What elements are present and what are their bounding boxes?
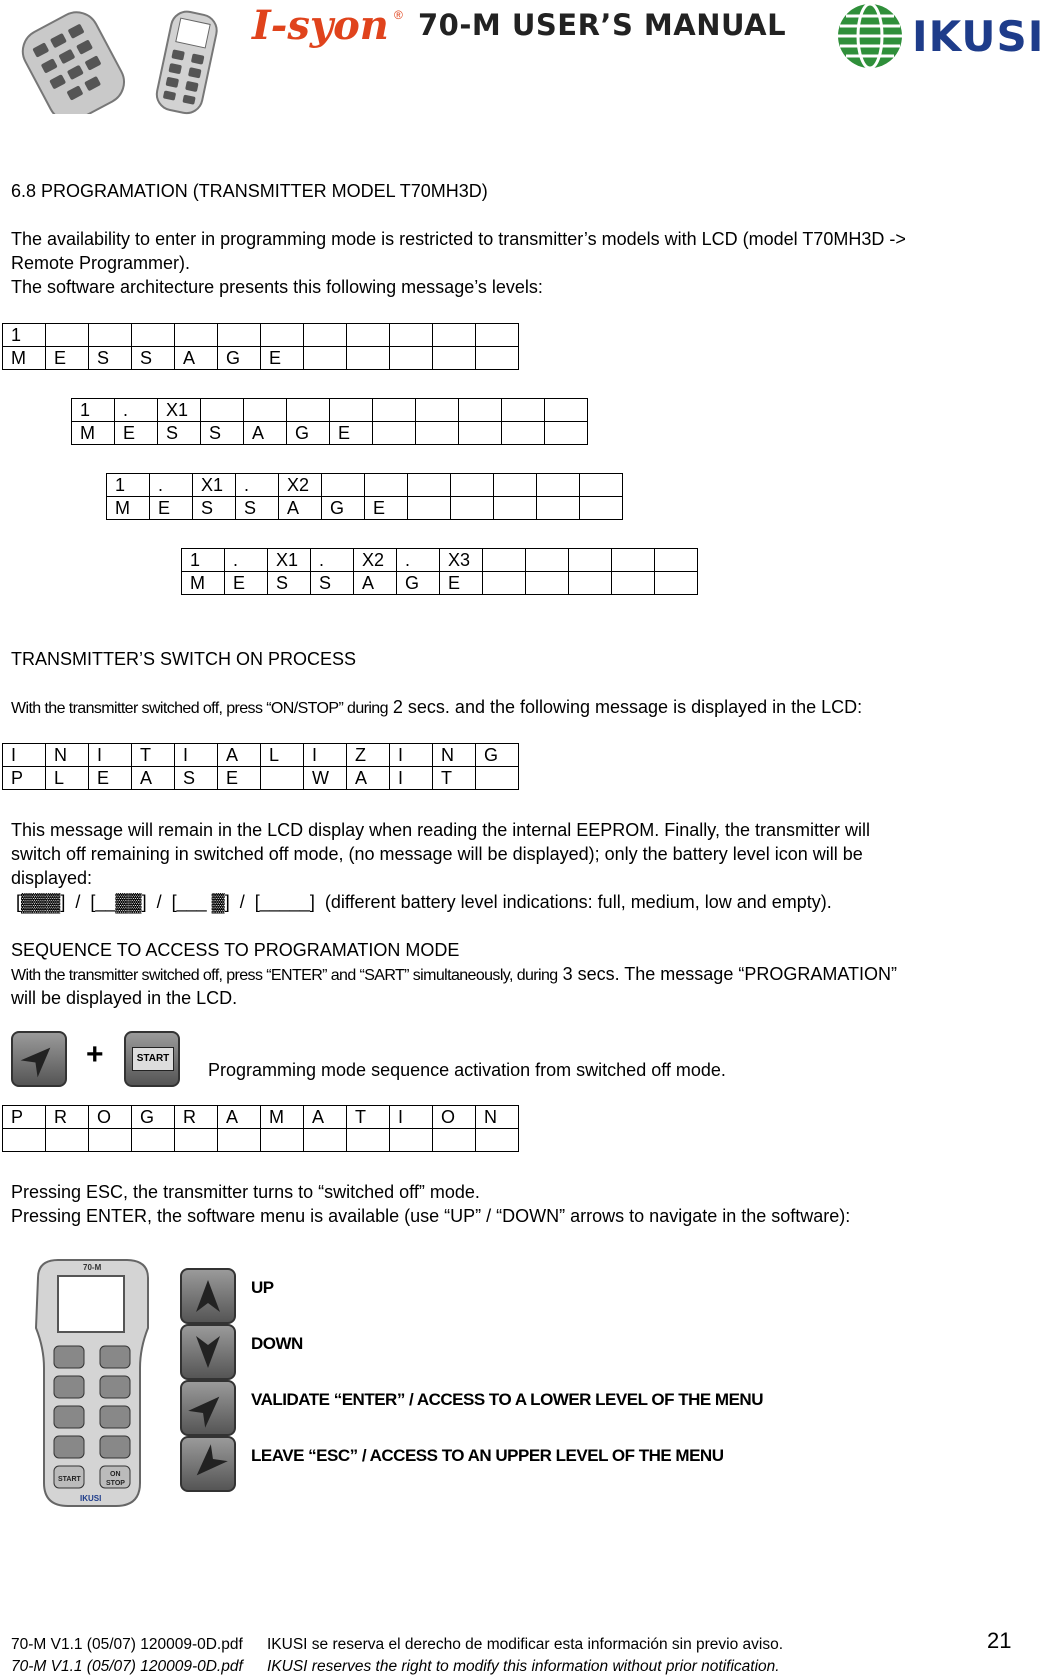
- lcd-cell: [433, 1129, 476, 1152]
- remote-lcd: [58, 1276, 124, 1332]
- lcd-cell: Z: [347, 744, 390, 767]
- lcd-cell: [655, 572, 698, 595]
- lcd-cell: [373, 399, 416, 422]
- lcd-cell: X1: [158, 399, 201, 422]
- brand-logo: I-syon: [252, 2, 389, 49]
- section-heading: 6.8 PROGRAMATION (TRANSMITTER MODEL T70MH3D): [11, 181, 488, 201]
- lcd-cell: A: [132, 767, 175, 790]
- start-button-icon: [124, 1031, 180, 1087]
- lcd-cell: [476, 347, 519, 370]
- lcd-cell: [304, 347, 347, 370]
- lcd-cell: [476, 1129, 519, 1152]
- lcd-cell: E: [365, 497, 408, 520]
- enter-arrow-icon: [180, 1380, 236, 1436]
- lcd-cell: [494, 474, 537, 497]
- remote-brand-label: IKUSI: [80, 1494, 102, 1503]
- lcd-cell: G: [322, 497, 365, 520]
- intro-paragraph-line1: The availability to enter in programming mode is restricted to transmitter’s models with LCD (model T70MH3D ->: [11, 229, 906, 249]
- lcd-cell: [330, 399, 373, 422]
- lcd-cell: L: [46, 767, 89, 790]
- lcd-cell: [373, 422, 416, 445]
- lcd-initializing: [2, 743, 519, 790]
- lcd-cell: I: [390, 744, 433, 767]
- intro-paragraph-line2: Remote Programmer).: [11, 253, 191, 273]
- lcd-cell: [408, 474, 451, 497]
- switch-on-paragraph-line1: This message will remain in the LCD display when reading the internal EEPROM. Finally, the transmitter will: [11, 820, 871, 840]
- lcd-cell: S: [89, 347, 132, 370]
- lcd-cell: [526, 572, 569, 595]
- lcd-cell: A: [175, 347, 218, 370]
- lcd-cell: N: [476, 1106, 519, 1129]
- footer-note-en: IKUSI reserves the right to modify this information without prior notification.: [267, 1658, 780, 1675]
- lcd-cell: I: [304, 744, 347, 767]
- lcd-cell: R: [46, 1106, 89, 1129]
- lcd-cell: .: [236, 474, 279, 497]
- lcd-cell: G: [287, 422, 330, 445]
- lcd-cell: [494, 497, 537, 520]
- lcd-cell: N: [46, 744, 89, 767]
- lcd-cell: X3: [440, 549, 483, 572]
- lcd-cell: I: [390, 767, 433, 790]
- lcd-cell: E: [115, 422, 158, 445]
- lcd-row: [107, 474, 623, 497]
- lcd-level-4: [181, 548, 698, 595]
- lcd-cell: [416, 422, 459, 445]
- lcd-cell: E: [440, 572, 483, 595]
- lcd-cell: [502, 399, 545, 422]
- lcd-cell: A: [279, 497, 322, 520]
- sequence-heading: SEQUENCE TO ACCESS TO PROGRAMATION MODE: [11, 940, 460, 960]
- nav-leave-label: LEAVE “ESC” / ACCESS TO AN UPPER LEVEL OF THE MENU: [251, 1446, 724, 1465]
- lcd-cell: S: [311, 572, 354, 595]
- lcd-cell: [476, 767, 519, 790]
- lcd-cell: [483, 549, 526, 572]
- sequence-instruction: [11, 962, 897, 988]
- lcd-row: [182, 549, 698, 572]
- lcd-cell: [261, 324, 304, 347]
- lcd-cell: X2: [354, 549, 397, 572]
- remote-control-illustration: [10, 4, 160, 114]
- lcd-cell: L: [261, 744, 304, 767]
- footer-file-en: 70-M V1.1 (05/07) 120009-0D.pdf: [11, 1658, 243, 1675]
- start-button-label: START: [132, 1047, 174, 1071]
- lcd-cell: [365, 474, 408, 497]
- lcd-cell: [304, 324, 347, 347]
- esc-text: Pressing ESC, the transmitter turns to “switched off” mode.: [11, 1182, 480, 1202]
- lcd-cell: E: [89, 767, 132, 790]
- switch-on-paragraph-line3: displayed:: [11, 868, 93, 888]
- lcd-cell: E: [330, 422, 373, 445]
- lcd-cell: M: [182, 572, 225, 595]
- lcd-cell: [261, 767, 304, 790]
- lcd-cell: X1: [268, 549, 311, 572]
- lcd-cell: E: [218, 767, 261, 790]
- remote-control-lcd-illustration: [140, 6, 230, 116]
- lcd-cell: A: [304, 1106, 347, 1129]
- lcd-cell: A: [218, 744, 261, 767]
- lcd-cell: .: [115, 399, 158, 422]
- lcd-cell: [569, 549, 612, 572]
- lcd-cell: .: [150, 474, 193, 497]
- lcd-cell: I: [89, 744, 132, 767]
- lcd-cell: [390, 324, 433, 347]
- nav-up-label: UP: [251, 1278, 274, 1297]
- activation-text: Programming mode sequence activation from switched off mode.: [208, 1060, 726, 1080]
- lcd-cell: [46, 324, 89, 347]
- lcd-cell: E: [46, 347, 89, 370]
- lcd-cell: I: [390, 1106, 433, 1129]
- lcd-cell: [483, 572, 526, 595]
- lcd-cell: S: [158, 422, 201, 445]
- lcd-cell: 1: [3, 324, 46, 347]
- remote-on-label: ON: [110, 1471, 121, 1478]
- enter-text: Pressing ENTER, the software menu is available (use “UP” / “DOWN” arrows to navigate in the software):: [11, 1206, 851, 1226]
- lcd-cell: X2: [279, 474, 322, 497]
- lcd-cell: [218, 1129, 261, 1152]
- lcd-cell: E: [225, 572, 268, 595]
- lcd-cell: N: [433, 744, 476, 767]
- lcd-cell: A: [244, 422, 287, 445]
- lcd-cell: [244, 399, 287, 422]
- lcd-row: [3, 744, 519, 767]
- lcd-cell: [545, 422, 588, 445]
- lcd-cell: A: [218, 1106, 261, 1129]
- lcd-cell: [347, 1129, 390, 1152]
- lcd-cell: [322, 474, 365, 497]
- lcd-cell: [408, 497, 451, 520]
- lcd-cell: [3, 1129, 46, 1152]
- lcd-cell: [433, 347, 476, 370]
- lcd-cell: [451, 474, 494, 497]
- lcd-cell: T: [433, 767, 476, 790]
- lcd-cell: [261, 1129, 304, 1152]
- remote-stop-label: STOP: [106, 1480, 125, 1487]
- lcd-cell: M: [261, 1106, 304, 1129]
- lcd-cell: [132, 324, 175, 347]
- lcd-cell: A: [354, 572, 397, 595]
- lcd-cell: [89, 324, 132, 347]
- lcd-cell: [569, 572, 612, 595]
- lcd-row: [72, 422, 588, 445]
- manual-title: 70-M USER’S MANUAL: [418, 8, 787, 42]
- lcd-cell: [201, 399, 244, 422]
- enter-button-icon: [11, 1031, 67, 1087]
- lcd-row: [3, 347, 519, 370]
- lcd-cell: [476, 324, 519, 347]
- lcd-cell: S: [193, 497, 236, 520]
- lcd-cell: [347, 347, 390, 370]
- lcd-row: [72, 399, 588, 422]
- lcd-cell: [304, 1129, 347, 1152]
- lcd-cell: I: [3, 744, 46, 767]
- lcd-cell: S: [201, 422, 244, 445]
- lcd-cell: S: [236, 497, 279, 520]
- lcd-cell: [347, 324, 390, 347]
- lcd-cell: [612, 572, 655, 595]
- switch-on-instruction-cond: With the transmitter switched off, press “ON/STOP” during: [11, 700, 388, 717]
- footer-file-es: 70-M V1.1 (05/07) 120009-0D.pdf: [11, 1636, 243, 1653]
- up-arrow-icon: [180, 1268, 236, 1324]
- lcd-cell: [132, 1129, 175, 1152]
- lcd-cell: O: [89, 1106, 132, 1129]
- lcd-cell: [655, 549, 698, 572]
- lcd-cell: [580, 497, 623, 520]
- plus-sign: +: [86, 1038, 104, 1071]
- lcd-cell: [390, 1129, 433, 1152]
- lcd-cell: O: [433, 1106, 476, 1129]
- page-number: 21: [987, 1628, 1012, 1653]
- ikusi-globe-logo: [836, 0, 906, 72]
- nav-down-label: DOWN: [251, 1334, 303, 1353]
- lcd-cell: .: [397, 549, 440, 572]
- lcd-cell: G: [132, 1106, 175, 1129]
- lcd-cell: [390, 347, 433, 370]
- lcd-cell: I: [175, 744, 218, 767]
- lcd-cell: [545, 399, 588, 422]
- switch-on-instruction-rest: 2 secs. and the following message is displayed in the LCD:: [387, 697, 863, 717]
- lcd-row: [182, 572, 698, 595]
- lcd-row: [3, 1106, 519, 1129]
- esc-arrow-icon: [180, 1436, 236, 1492]
- lcd-cell: X1: [193, 474, 236, 497]
- switch-on-instruction: [11, 695, 862, 721]
- switch-on-heading: TRANSMITTER’S SWITCH ON PROCESS: [11, 649, 357, 669]
- lcd-cell: 1: [72, 399, 115, 422]
- remote-control-front-illustration: [28, 1258, 158, 1508]
- switch-on-paragraph-line2: switch off remaining in switched off mode, (no message will be displayed); only the battery level icon will be: [11, 844, 863, 864]
- remote-model-label: 70-M: [83, 1263, 102, 1272]
- lcd-cell: [451, 497, 494, 520]
- lcd-cell: 1: [182, 549, 225, 572]
- lcd-cell: A: [347, 767, 390, 790]
- lcd-cell: T: [132, 744, 175, 767]
- lcd-cell: [46, 1129, 89, 1152]
- lcd-cell: P: [3, 1106, 46, 1129]
- down-arrow-icon: [180, 1324, 236, 1380]
- lcd-cell: [89, 1129, 132, 1152]
- lcd-row: [3, 324, 519, 347]
- lcd-cell: .: [311, 549, 354, 572]
- lcd-cell: M: [107, 497, 150, 520]
- battery-levels-line: [▓▓▓] / [__▓▓] / [___ ▓] / [_____] (different battery level indications: full, medium, low and empty).: [11, 892, 832, 912]
- lcd-cell: .: [225, 549, 268, 572]
- lcd-level-3: [106, 473, 623, 520]
- lcd-cell: [175, 1129, 218, 1152]
- sequence-instruction-cond: With the transmitter switched off, press “ENTER” and “SART” simultaneously, during: [11, 967, 558, 984]
- lcd-cell: G: [397, 572, 440, 595]
- remote-start-label: START: [58, 1476, 81, 1483]
- lcd-cell: P: [3, 767, 46, 790]
- footer-note-es: IKUSI se reserva el derecho de modificar esta información sin previo aviso.: [267, 1636, 784, 1653]
- lcd-cell: [459, 399, 502, 422]
- lcd-cell: [526, 549, 569, 572]
- lcd-cell: R: [175, 1106, 218, 1129]
- lcd-cell: [537, 474, 580, 497]
- lcd-cell: [218, 324, 261, 347]
- lcd-cell: 1: [107, 474, 150, 497]
- lcd-row: [3, 1129, 519, 1152]
- lcd-cell: [459, 422, 502, 445]
- sequence-instruction-line2: will be displayed in the LCD.: [11, 988, 238, 1008]
- lcd-row: [107, 497, 623, 520]
- lcd-level-2: [71, 398, 588, 445]
- lcd-cell: W: [304, 767, 347, 790]
- lcd-cell: G: [218, 347, 261, 370]
- lcd-cell: [287, 399, 330, 422]
- nav-validate-label: VALIDATE “ENTER” / ACCESS TO A LOWER LEVEL OF THE MENU: [251, 1390, 763, 1409]
- lcd-cell: [433, 324, 476, 347]
- lcd-cell: E: [150, 497, 193, 520]
- lcd-cell: M: [72, 422, 115, 445]
- lcd-cell: S: [268, 572, 311, 595]
- registered-mark: ®: [394, 8, 403, 22]
- lcd-cell: [416, 399, 459, 422]
- lcd-cell: [612, 549, 655, 572]
- lcd-cell: [537, 497, 580, 520]
- lcd-cell: M: [3, 347, 46, 370]
- lcd-cell: G: [476, 744, 519, 767]
- lcd-cell: T: [347, 1106, 390, 1129]
- lcd-cell: [580, 474, 623, 497]
- lcd-level-1: [2, 323, 519, 370]
- lcd-cell: [502, 422, 545, 445]
- lcd-row: [3, 767, 519, 790]
- ikusi-wordmark: IKUSI: [912, 12, 1045, 61]
- sequence-instruction-rest: 3 secs. The message “PROGRAMATION”: [557, 964, 897, 984]
- lcd-cell: S: [175, 767, 218, 790]
- lcd-cell: [175, 324, 218, 347]
- lcd-programation: [2, 1105, 519, 1152]
- lcd-cell: E: [261, 347, 304, 370]
- lcd-cell: S: [132, 347, 175, 370]
- intro-paragraph-line3: The software architecture presents this following message’s levels:: [11, 277, 543, 297]
